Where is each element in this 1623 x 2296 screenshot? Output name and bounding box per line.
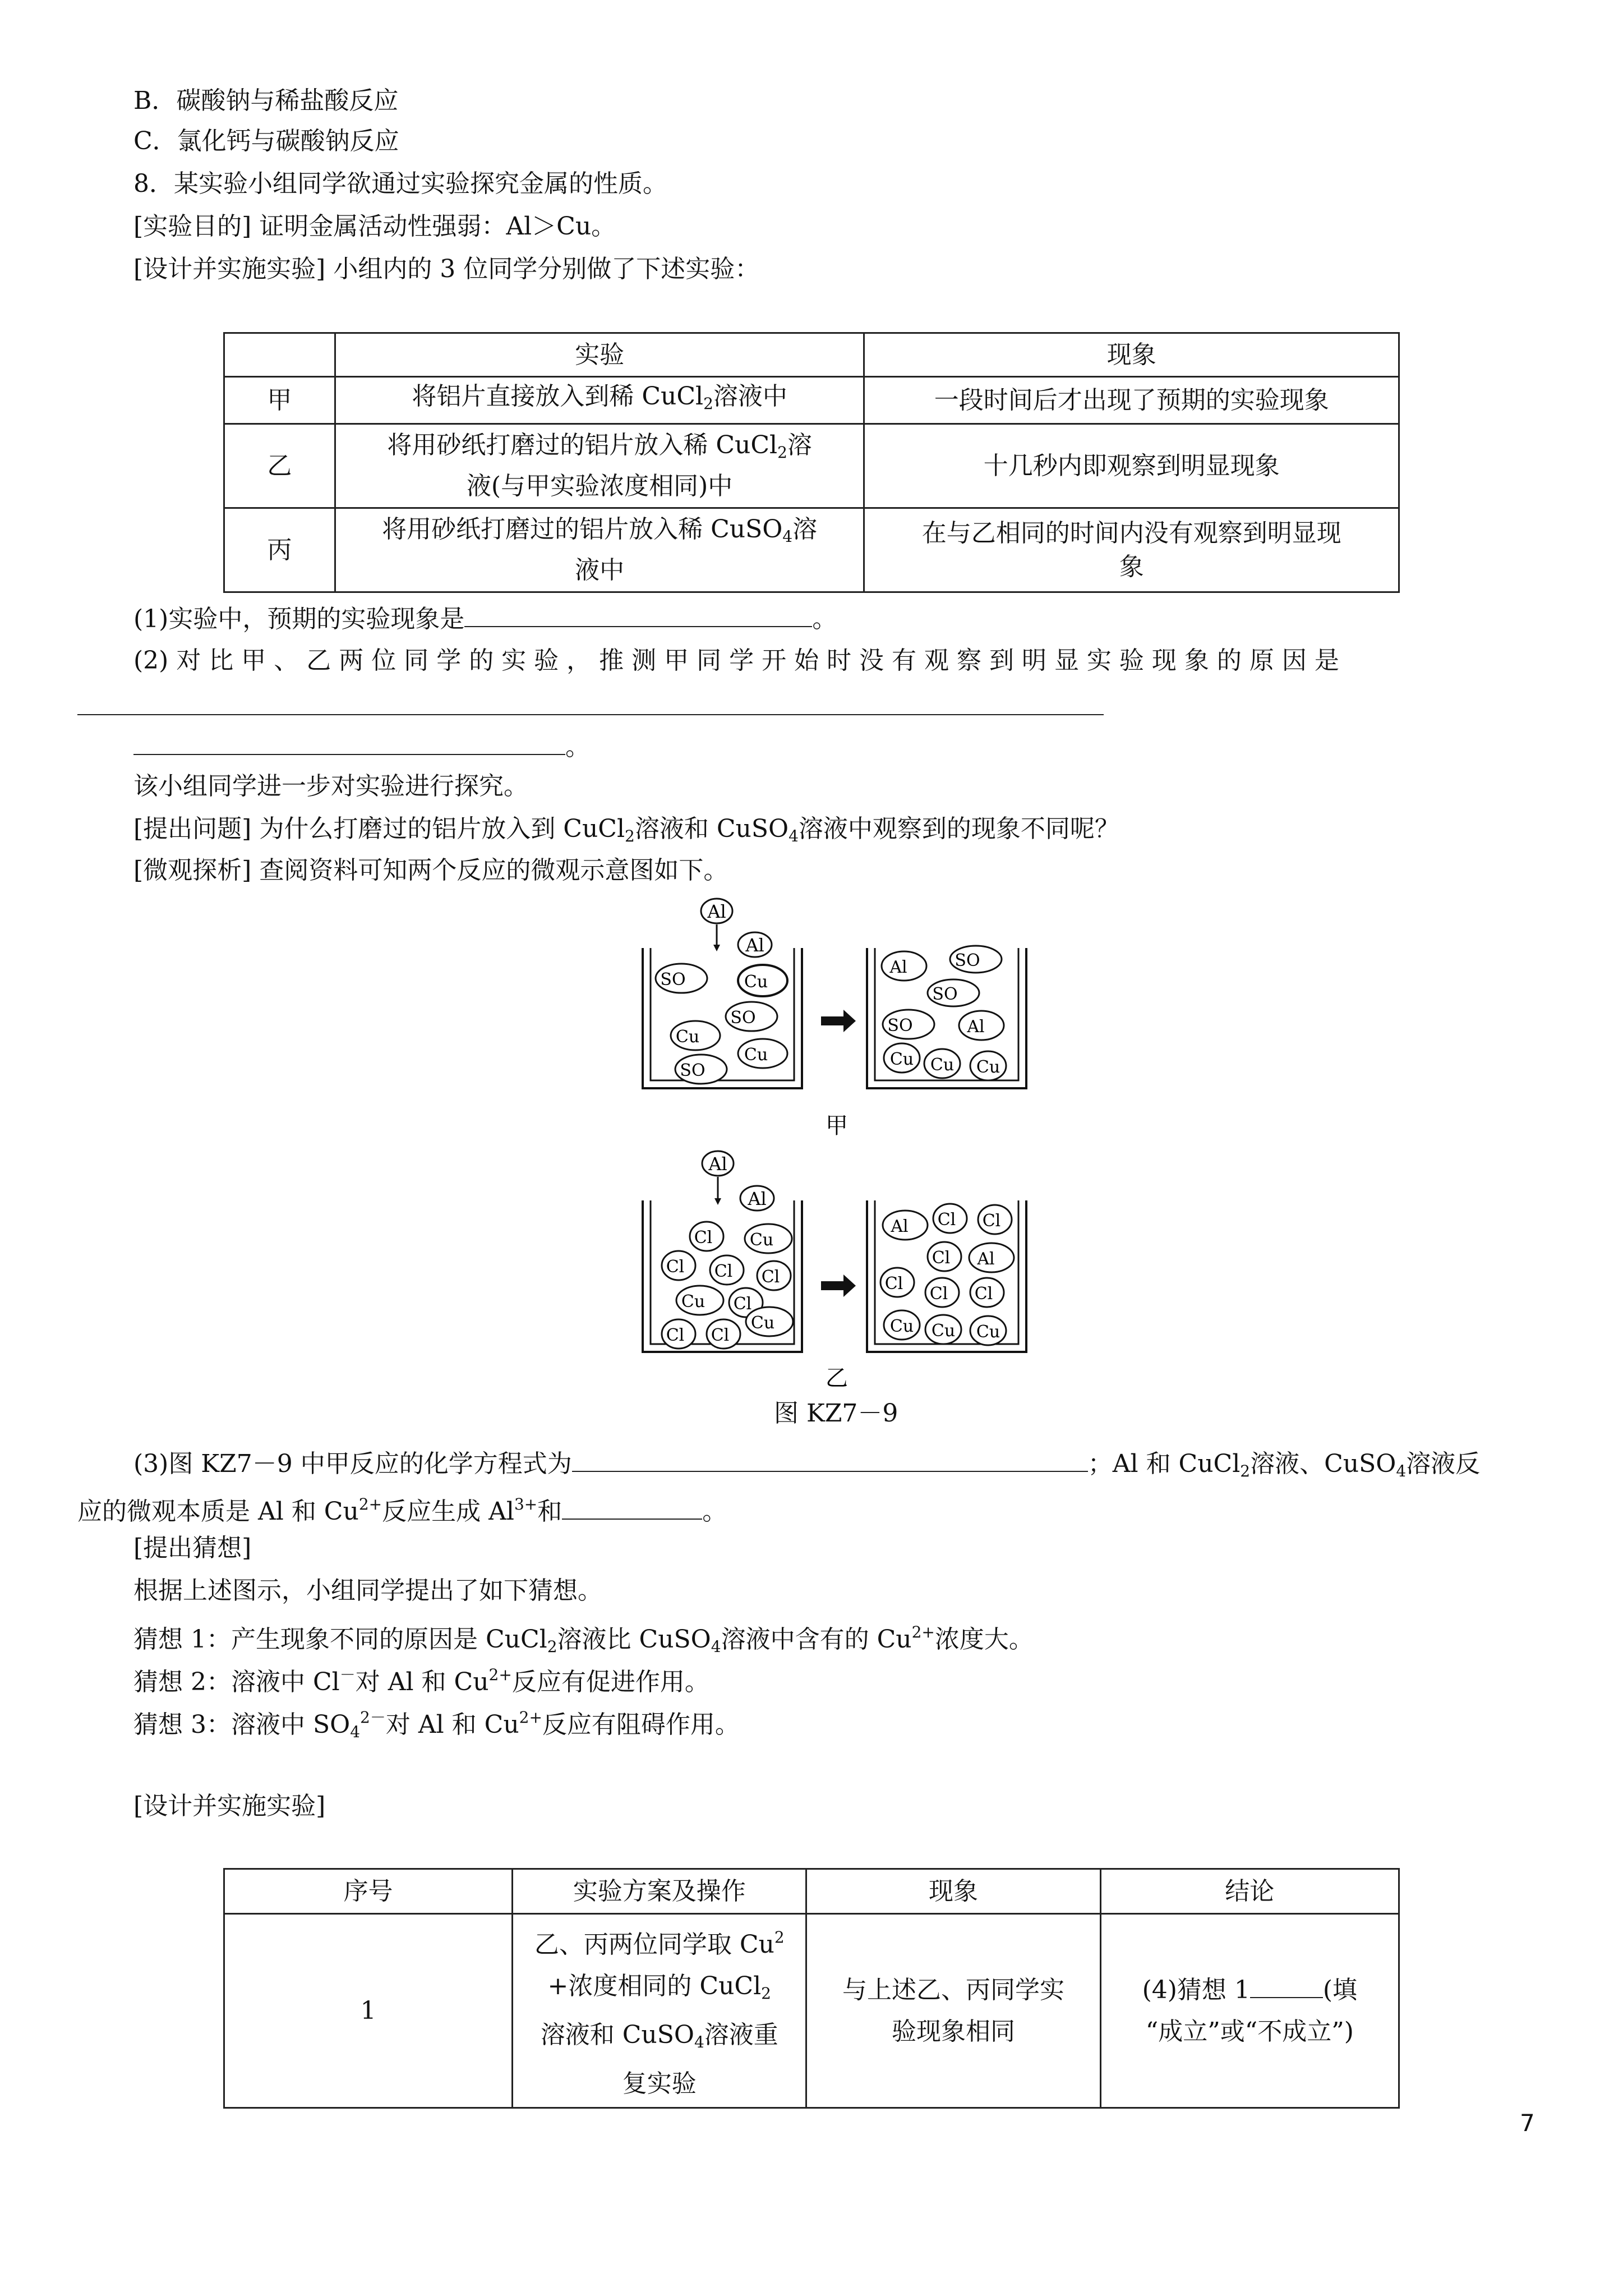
- hypothesis-heading: [提出猜想]: [133, 1534, 252, 1562]
- option-c: C．氯化钙与碳酸钠反应: [133, 127, 399, 155]
- table2-header-obs: 现象: [806, 1869, 1100, 1914]
- row-plan: 乙、丙两位同学取 $Cu^2$ +浓度相同的 CuCl$_2$ 溶液和 CuSO$_4$溶液重 复实验: [513, 1914, 806, 2108]
- svg-text:Cu: Cu: [750, 1313, 775, 1333]
- svg-text:Al: Al: [707, 901, 726, 922]
- answer-blank-2b[interactable]: [133, 728, 565, 755]
- svg-text:SO: SO: [730, 1008, 756, 1028]
- svg-text:Al: Al: [891, 1217, 909, 1236]
- micro-diagram: [617, 886, 1054, 1419]
- svg-text:Al: Al: [748, 1188, 767, 1209]
- svg-text:Al: Al: [977, 1249, 995, 1269]
- experiment-purpose: [实验目的] 证明金属活动性强弱：Al＞Cu。: [133, 212, 616, 241]
- svg-text:SO: SO: [660, 970, 686, 990]
- answer-blank-1[interactable]: [464, 600, 812, 627]
- table2-header-no: 序号: [224, 1869, 513, 1914]
- label-jia: 甲: [826, 1113, 848, 1139]
- design-heading-2: [设计并实施实验]: [133, 1792, 326, 1820]
- micro-analysis: [微观探析] 查阅资料可知两个反应的微观示意图如下。: [133, 856, 728, 885]
- answer-blank-3b[interactable]: [562, 1493, 702, 1520]
- table1-header-empty: [224, 333, 335, 377]
- svg-text:Cu: Cu: [744, 1045, 768, 1065]
- svg-text:SO: SO: [932, 984, 958, 1004]
- question-2-end: 。: [133, 728, 590, 764]
- svg-text:Cl: Cl: [932, 1248, 951, 1268]
- svg-text:Cl: Cl: [761, 1267, 780, 1287]
- svg-text:Cl: Cl: [884, 1274, 903, 1294]
- hypothesis-1: 猜想 1：产生现象不同的原因是 CuCl$_2$溶液比 CuSO$_4$溶液中含有的 $Cu^{2+}$浓度大。: [133, 1623, 1034, 1656]
- svg-text:Cu: Cu: [930, 1055, 955, 1075]
- svg-text:Cl: Cl: [694, 1228, 713, 1248]
- verification-table: [223, 1868, 1400, 2109]
- svg-text:Cu: Cu: [675, 1027, 700, 1047]
- hypothesis-3: 猜想 3：溶液中 $SO_4^{2-}$对 Al 和 $Cu^{2+}$反应有阻碍作用。: [133, 1708, 740, 1741]
- svg-text:Cu: Cu: [749, 1230, 774, 1250]
- svg-text:Cl: Cl: [937, 1210, 956, 1230]
- table2-header-plan: 实验方案及操作: [513, 1869, 806, 1914]
- hypothesis-intro: 根据上述图示，小组同学提出了如下猜想。: [133, 1576, 602, 1605]
- row-label: 乙: [224, 424, 335, 508]
- svg-text:Cu: Cu: [889, 1317, 914, 1336]
- row-concl: (4)猜想 1 (填 “成立”或“不成立”): [1100, 1914, 1399, 2108]
- svg-text:Cl: Cl: [974, 1284, 993, 1304]
- row-no: 1: [224, 1914, 513, 2108]
- svg-text:Cu: Cu: [976, 1057, 1000, 1077]
- svg-text:Cu: Cu: [976, 1322, 1000, 1342]
- svg-text:Cu: Cu: [744, 972, 768, 992]
- design-heading-1: [设计并实施实验] 小组内的 3 位同学分别做了下述实验：: [133, 255, 760, 283]
- row-exp: 将铝片直接放入到稀 CuCl$_2$溶液中: [335, 377, 864, 424]
- row-obs: 十几秒内即观察到明显现象: [864, 424, 1399, 508]
- row-exp: 将用砂纸打磨过的铝片放入稀 CuCl$_2$溶 液(与甲实验浓度相同)中: [335, 424, 864, 508]
- answer-blank-4[interactable]: [1250, 1975, 1323, 1998]
- svg-text:SO: SO: [887, 1016, 913, 1036]
- experiment-table: [223, 332, 1400, 593]
- svg-text:Cl: Cl: [666, 1326, 685, 1345]
- question-3-cont: 应的微观本质是 Al 和 $Cu^{2+}$反应生成 $Al^{3+}$和 。: [77, 1488, 727, 1529]
- hypothesis-2: 猜想 2：溶液中 Cl－对 Al 和 $Cu^{2+}$反应有促进作用。: [133, 1665, 709, 1696]
- table1-header-exp: 实验: [335, 333, 864, 377]
- row-obs: 在与乙相同的时间内没有观察到明显现 象: [864, 508, 1399, 592]
- option-b: B．碳酸钠与稀盐酸反应: [133, 86, 399, 115]
- svg-text:Cu: Cu: [931, 1321, 956, 1341]
- raise-question: [提出问题] 为什么打磨过的铝片放入到 CuCl$_2$溶液和 CuSO$_4$溶液中观察到的现象不同呢？: [133, 815, 1119, 845]
- row-label: 丙: [224, 508, 335, 592]
- svg-text:Al: Al: [967, 1017, 985, 1037]
- svg-text:Cl: Cl: [929, 1284, 948, 1304]
- svg-text:Cu: Cu: [889, 1050, 914, 1069]
- question-8: 8．某实验小组同学欲通过实验探究金属的性质。: [133, 169, 667, 198]
- question-3: (3)图 KZ7－9 中甲反应的化学方程式为 ；Al 和 CuCl$_2$溶液、CuSO$_4$溶液反: [133, 1445, 1480, 1488]
- answer-blank-2a[interactable]: [77, 714, 1104, 715]
- diagram-yi: [643, 1151, 1026, 1391]
- row-label: 甲: [224, 377, 335, 424]
- diagram-jia: [643, 899, 1026, 1139]
- svg-text:Cl: Cl: [733, 1294, 752, 1314]
- row-exp: 将用砂纸打磨过的铝片放入稀 CuSO$_4$溶 液中: [335, 508, 864, 592]
- table-row: [224, 508, 1399, 592]
- svg-text:SO: SO: [955, 951, 980, 970]
- question-2: (2) 对 比 甲 、 乙 两 位 同 学 的 实 验 ， 推 测 甲 同 学 开 始 时 没 有 观 察 到 明 显 实 验 现 象 的 原 因 是: [133, 646, 1339, 675]
- svg-text:Al: Al: [708, 1153, 727, 1175]
- row-obs: 与上述乙、丙同学实 验现象相同: [806, 1914, 1100, 2108]
- table-row: [224, 377, 1399, 424]
- svg-text:Al: Al: [889, 958, 907, 977]
- row-obs: 一段时间后才出现了预期的实验现象: [864, 377, 1399, 424]
- svg-text:SO: SO: [680, 1061, 706, 1080]
- table-row: [224, 1914, 1399, 2108]
- svg-text:Cu: Cu: [681, 1292, 706, 1312]
- further-text: 该小组同学进一步对实验进行探究。: [133, 772, 528, 800]
- answer-blank-3a[interactable]: [572, 1445, 1088, 1472]
- table1-header-obs: 现象: [864, 333, 1399, 377]
- page-number: 7: [1520, 2109, 1535, 2137]
- svg-text:Cl: Cl: [714, 1262, 733, 1281]
- table2-header-concl: 结论: [1100, 1869, 1399, 1914]
- svg-text:Cl: Cl: [982, 1211, 1001, 1231]
- figure-caption: 图 KZ7－9: [774, 1399, 898, 1428]
- table-row: [224, 424, 1399, 508]
- question-1: (1)实验中，预期的实验现象是 。: [133, 600, 837, 636]
- svg-text:Al: Al: [745, 935, 764, 956]
- svg-text:Cl: Cl: [711, 1326, 730, 1345]
- svg-text:Cl: Cl: [666, 1257, 685, 1277]
- label-yi: 乙: [826, 1365, 848, 1391]
